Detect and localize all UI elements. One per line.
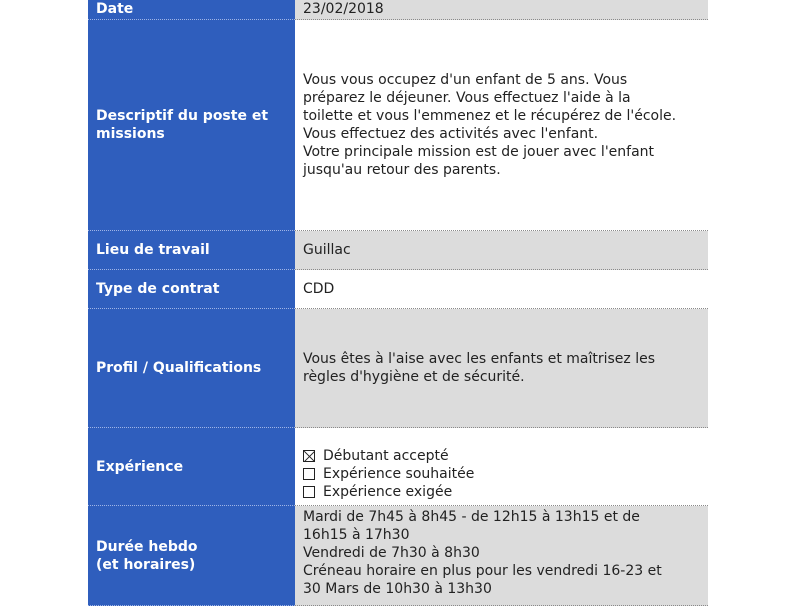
value-weekly-hours: [295, 506, 708, 606]
hours-line: Mardi de 7h45 à 8h45 - de 12h15 à 13h15 et de: [303, 509, 640, 525]
description-line: préparez le déjeuner. Vous effectuez l'aide à la: [303, 90, 631, 106]
row-profile: [88, 309, 708, 428]
description-line: Vous effectuez des activités avec l'enfant.: [303, 126, 599, 142]
label-experience: Expérience: [88, 428, 295, 506]
option-exigee: [303, 483, 700, 501]
value-contract-type: [295, 270, 708, 309]
option-label: Expérience souhaitée: [323, 466, 475, 482]
label-contract-type: Type de contrat: [88, 270, 295, 309]
row-experience: [88, 428, 708, 506]
description-line: toilette et vous l'emmenez et le récupérez de l'école.: [303, 108, 677, 124]
option-souhaitee: [303, 465, 700, 483]
description-line: jusqu'au retour des parents.: [303, 162, 501, 178]
location-text: Guillac: [303, 242, 351, 258]
value-date: [295, 0, 708, 20]
option-debutant: [303, 447, 700, 465]
option-label: Débutant accepté: [323, 448, 449, 464]
hours-line: Créneau horaire en plus pour les vendredi 16-23 et: [303, 563, 662, 579]
label-description: Descriptif du poste et missions: [88, 20, 295, 231]
value-experience: [295, 428, 708, 506]
checkbox-checked-icon[interactable]: [303, 450, 315, 462]
row-contract-type: [88, 270, 708, 309]
label-location: Lieu de travail: [88, 231, 295, 270]
row-description: [88, 20, 708, 231]
row-weekly-hours: [88, 506, 708, 606]
profile-line: Vous êtes à l'aise avec les enfants et maîtrisez les: [303, 351, 655, 367]
description-line: Votre principale mission est de jouer avec l'enfant: [303, 144, 655, 160]
description-line: Vous vous occupez d'un enfant de 5 ans. Vous: [303, 72, 628, 88]
contract-type-text: CDD: [303, 281, 335, 297]
job-offer-table: [88, 0, 708, 606]
profile-line: règles d'hygiène et de sécurité.: [303, 369, 525, 385]
date-text: 23/02/2018: [303, 0, 384, 17]
label-weekly-hours-line: Durée hebdo: [96, 538, 198, 555]
option-label: Expérience exigée: [323, 484, 453, 500]
row-date: [88, 0, 708, 20]
hours-line: 30 Mars de 10h30 à 13h30: [303, 581, 492, 597]
label-weekly-hours-line: (et horaires): [96, 556, 196, 573]
hours-line: Vendredi de 7h30 à 8h30: [303, 545, 480, 561]
checkbox-empty-icon[interactable]: [303, 468, 315, 480]
value-location: [295, 231, 708, 270]
value-description: [295, 20, 708, 231]
row-location: [88, 231, 708, 270]
label-date: Date: [88, 0, 295, 20]
checkbox-empty-icon[interactable]: [303, 486, 315, 498]
label-profile: Profil / Qualifications: [88, 309, 295, 428]
hours-line: 16h15 à 17h30: [303, 527, 410, 543]
label-weekly-hours: [88, 506, 295, 606]
value-profile: [295, 309, 708, 428]
